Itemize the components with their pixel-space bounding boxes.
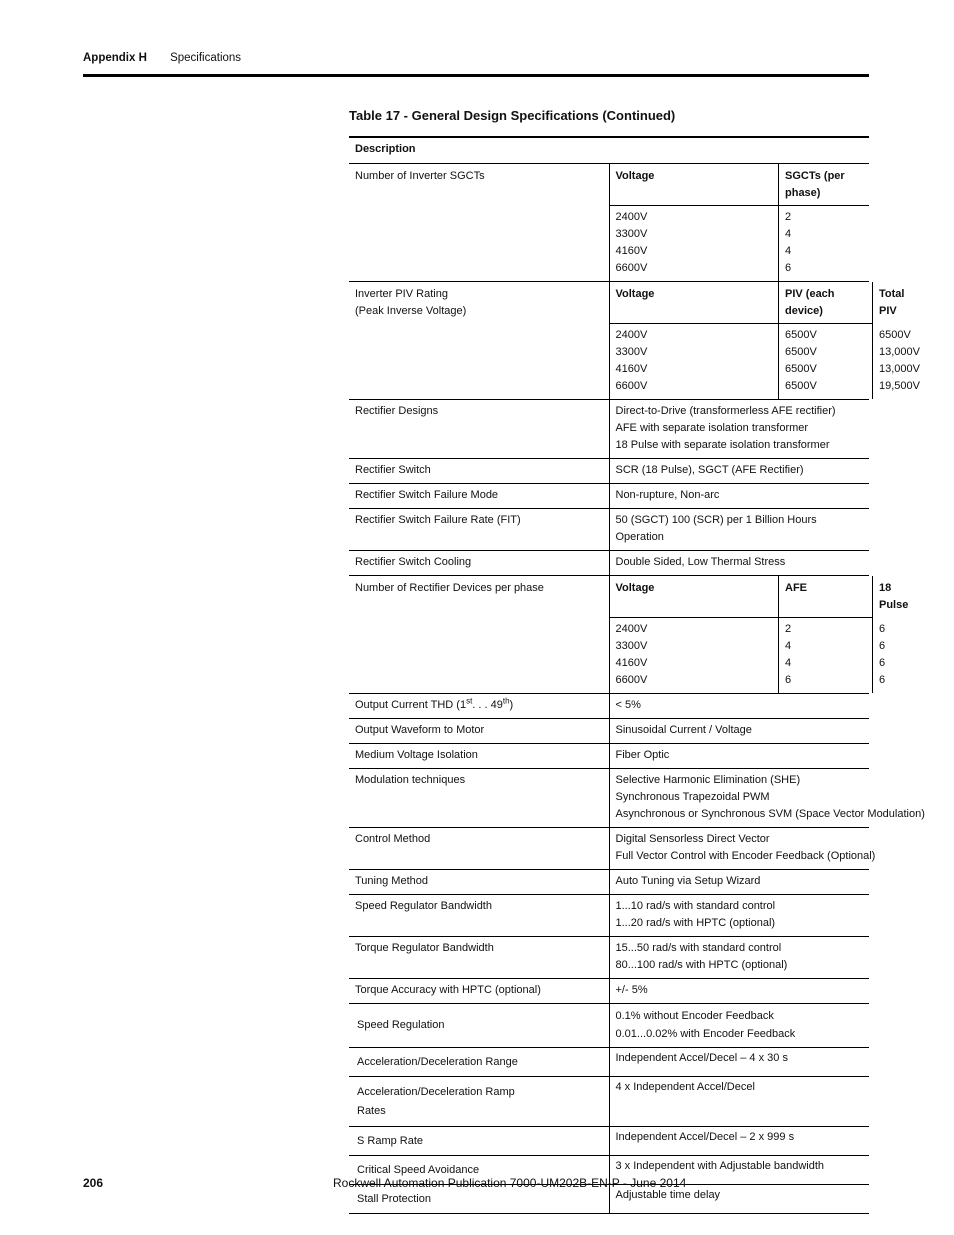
row-value: 3 x Independent with Adjustable bandwidth (609, 1156, 869, 1185)
voltage-header: Voltage (610, 576, 779, 618)
row-value: Digital Sensorless Direct Vector Full Vector Control with Encoder Feedback (Optional) (609, 828, 869, 870)
voltage-header: Voltage (610, 282, 779, 324)
row-value: < 5% (609, 694, 869, 719)
row-value: Direct-to-Drive (transformerless AFE rectifier) AFE with separate isolation transformer 18 Pulse with separate isolation transformer (609, 400, 869, 459)
piv-list: 6500V 6500V 6500V 6500V (779, 324, 873, 400)
row-value: 50 (SGCT) 100 (SCR) per 1 Billion Hours Operation (609, 509, 869, 551)
row-label: Inverter PIV Rating (Peak Inverse Voltage) (349, 282, 609, 400)
row-label: Rectifier Switch (349, 459, 609, 484)
table-row (349, 551, 869, 576)
description-header: Description (349, 137, 869, 164)
voltage-list: 2400V 3300V 4160V 6600V (615, 211, 648, 274)
table-row (349, 282, 869, 400)
page-number: 206 (83, 1176, 104, 1190)
row-label: Speed Regulation (349, 1004, 609, 1048)
row-label: Critical Speed Avoidance (349, 1156, 609, 1185)
table-row (349, 769, 869, 828)
row-label: Rectifier Switch Failure Mode (349, 484, 609, 509)
running-header (83, 52, 241, 64)
row-value: Fiber Optic (609, 744, 869, 769)
table-header-row (349, 137, 869, 164)
table-row (349, 484, 869, 509)
table-row (349, 828, 869, 870)
row-label: Rectifier Switch Cooling (349, 551, 609, 576)
row-label: S Ramp Rate (349, 1127, 609, 1156)
row-label: Number of Inverter SGCTs (349, 164, 609, 282)
row-value: Selective Harmonic Elimination (SHE) Synchronous Trapezoidal PWM Asynchronous or Synchronous SVM (Space Vector Modulation) (609, 769, 869, 828)
row-label: Tuning Method (349, 870, 609, 895)
row-label: Speed Regulator Bandwidth (349, 895, 609, 937)
table-row (349, 870, 869, 895)
row-label: Output Current THD (1st. . . 49th) (349, 694, 609, 719)
rectifier-devices-subtable: Voltage AFE 18 Pulse 2400V 3300V 4160V 6600V 2 4 4 6 6 6 6 6 (610, 576, 873, 693)
table-row (349, 937, 869, 979)
table-row (349, 400, 869, 459)
voltage-list: 2400V 3300V 4160V 6600V (615, 623, 648, 686)
afe-header: AFE (779, 576, 873, 618)
row-label: Stall Protection (349, 1185, 609, 1214)
section-label: Specifications (170, 52, 242, 64)
row-value: +/- 5% (609, 979, 869, 1004)
row-value: Independent Accel/Decel – 4 x 30 s (609, 1048, 869, 1077)
row-label: Rectifier Switch Failure Rate (FIT) (349, 509, 609, 551)
voltage-header: Voltage (610, 164, 779, 206)
row-value: Non-rupture, Non-arc (609, 484, 869, 509)
spec-table (349, 136, 925, 1214)
row-label: Output Waveform to Motor (349, 719, 609, 744)
table-title: Table 17 - General Design Specifications (Continued) (349, 108, 676, 123)
piv-header: PIV (each device) (779, 282, 873, 324)
piv-subtable: Voltage PIV (each device) Total PIV 2400V 3300V 4160V 6600V 6500V 6500V 6500V 6500V 6500V 13,000V 13,000V 19,500V (610, 282, 873, 399)
sgct-subtable (610, 164, 870, 281)
appendix-label: Appendix H (83, 52, 147, 64)
row-value: Auto Tuning via Setup Wizard (609, 870, 869, 895)
afe-list: 2 4 4 6 (779, 618, 873, 694)
voltage-list: 2400V 3300V 4160V 6600V (615, 329, 648, 392)
table-row (349, 1077, 869, 1127)
table-row (349, 576, 869, 694)
row-value: 1...10 rad/s with standard control 1...20 rad/s with HPTC (optional) (609, 895, 869, 937)
row-value: 4 x Independent Accel/Decel (609, 1077, 869, 1127)
table-row (349, 1127, 869, 1156)
table-row (349, 719, 869, 744)
table-row (349, 694, 869, 719)
row-label: Torque Regulator Bandwidth (349, 937, 609, 979)
row-value: 15...50 rad/s with standard control 80...100 rad/s with HPTC (optional) (609, 937, 869, 979)
header-rule (83, 74, 869, 77)
row-value: Independent Accel/Decel – 2 x 999 s (609, 1127, 869, 1156)
row-value: SCR (18 Pulse), SGCT (AFE Rectifier) (609, 459, 869, 484)
table-row (349, 1004, 869, 1048)
table-row (349, 744, 869, 769)
row-value: Double Sided, Low Thermal Stress (609, 551, 869, 576)
table-row (349, 459, 869, 484)
table-row (349, 979, 869, 1004)
publication-footer: Rockwell Automation Publication 7000-UM202B-EN-P - June 2014 (333, 1176, 687, 1190)
row-value: Sinusoidal Current / Voltage (609, 719, 869, 744)
row-label: Number of Rectifier Devices per phase (349, 576, 609, 694)
row-label: Medium Voltage Isolation (349, 744, 609, 769)
row-label: Torque Accuracy with HPTC (optional) (349, 979, 609, 1004)
row-value: 0.1% without Encoder Feedback 0.01...0.02% with Encoder Feedback (609, 1004, 869, 1048)
table-row (349, 895, 869, 937)
table-row (349, 1048, 869, 1077)
row-label: Control Method (349, 828, 609, 870)
table-row (349, 164, 869, 282)
row-label: Rectifier Designs (349, 400, 609, 459)
row-label: Modulation techniques (349, 769, 609, 828)
sgct-list: 2 4 4 6 (779, 206, 870, 282)
row-label: Acceleration/Deceleration Ramp Rates (349, 1077, 609, 1127)
row-label: Acceleration/Deceleration Range (349, 1048, 609, 1077)
row-value: Adjustable time delay (609, 1185, 869, 1214)
table-row (349, 509, 869, 551)
sgcts-header: SGCTs (per phase) (779, 164, 870, 206)
